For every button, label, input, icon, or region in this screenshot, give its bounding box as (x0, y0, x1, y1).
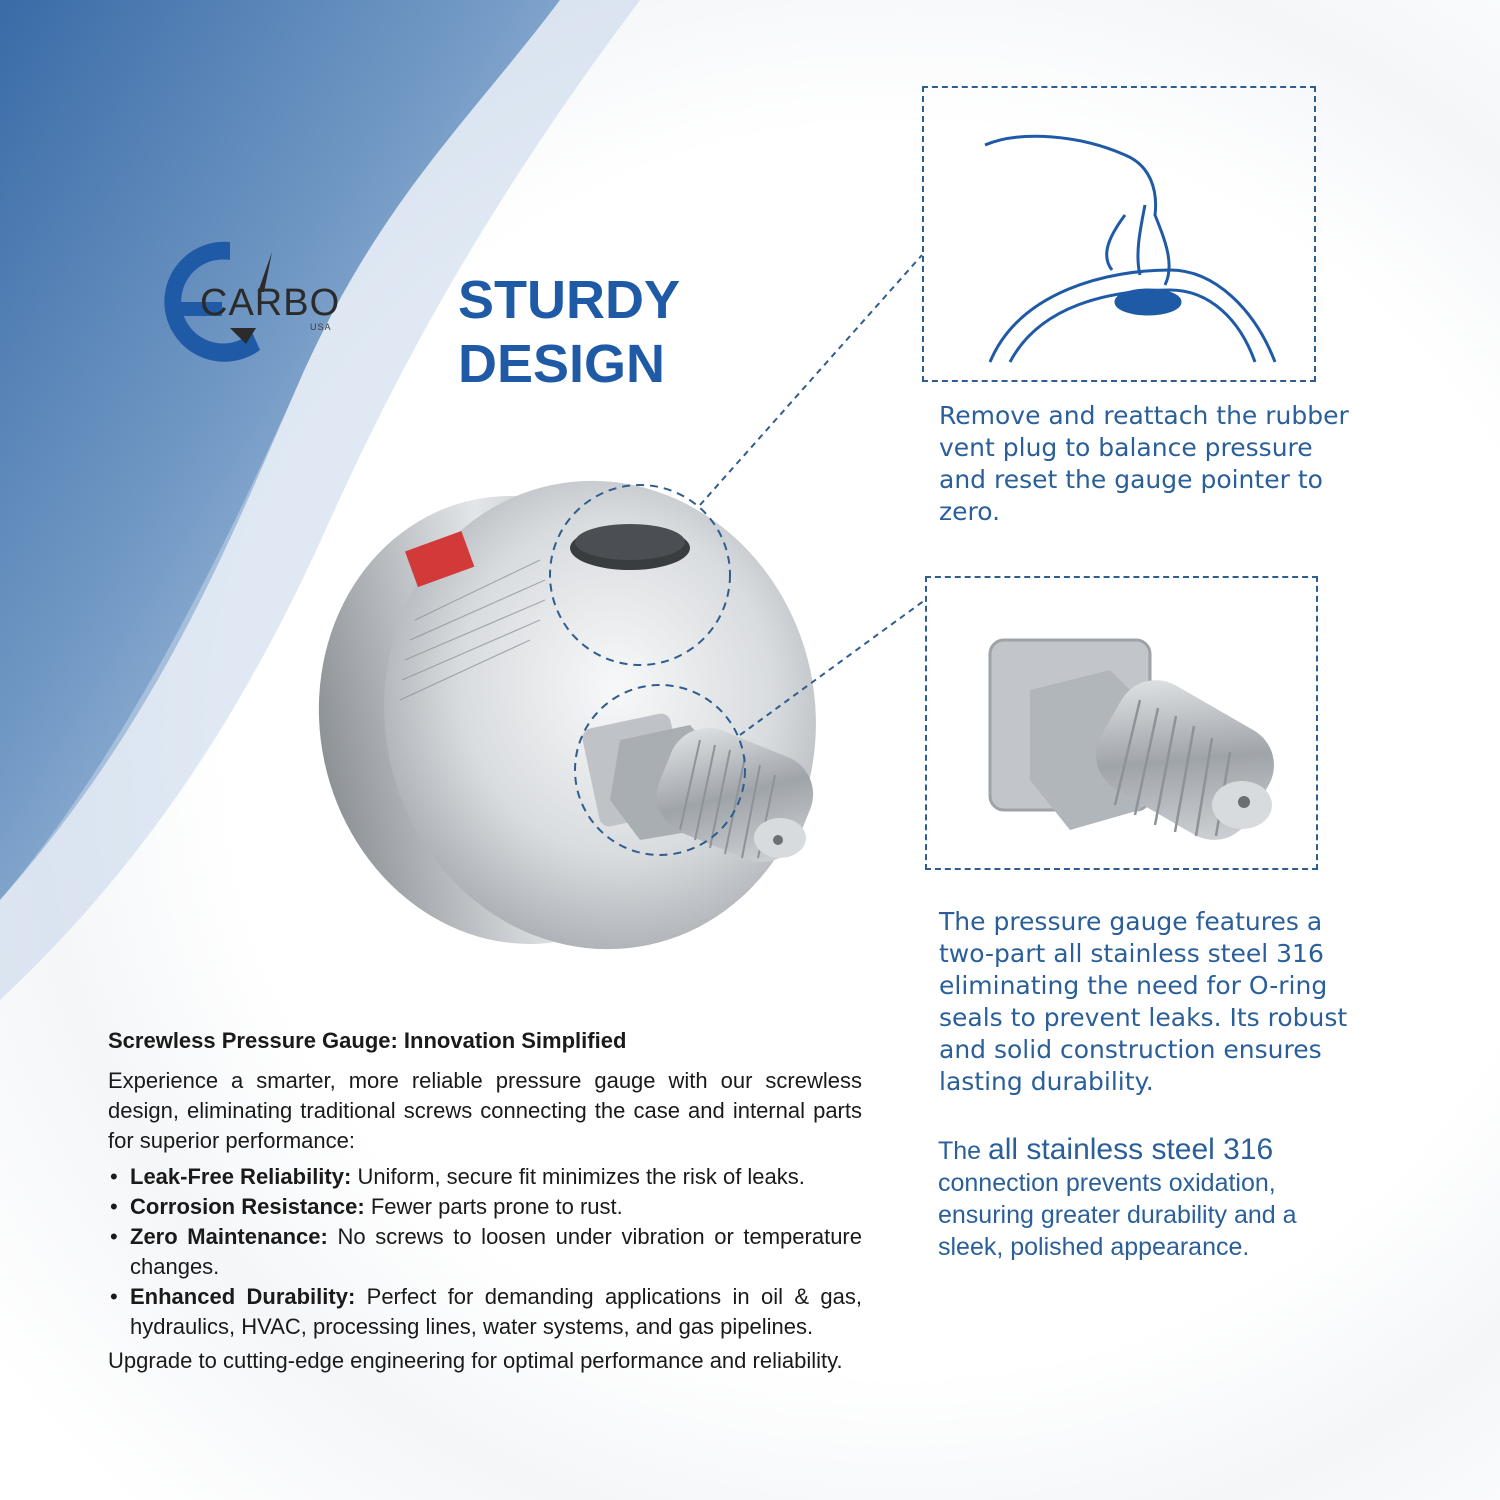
feature-text: Fewer parts prone to rust. (370, 1194, 623, 1219)
connection-caption (938, 1134, 1358, 1263)
gauge-case (278, 440, 860, 989)
feature-item (108, 1192, 862, 1222)
construction-caption: The pressure gauge features a two-part all stainless steel 316 eliminating the need for O-ring seals to prevent leaks. Its robust and solid construction ensures lasting durability. (939, 907, 1348, 1096)
feature-list (108, 1162, 862, 1342)
vent-plug-caption: Remove and reattach the rubber vent plug to balance pressure and reset the gauge pointer to zero. (939, 401, 1349, 526)
vent-plug-callout-box (922, 86, 1316, 382)
logo-subtext: USA (310, 322, 332, 332)
feature-label: Zero Maintenance: (130, 1224, 328, 1249)
feature-item (108, 1222, 862, 1282)
feature-text: Perfect for demanding applications in oil & gas, hydraulics, HVAC, processing lines, water systems, and gas pipelines. (130, 1284, 862, 1339)
description-intro: Experience a smarter, more reliable pressure gauge with our screwless design, eliminating traditional screws connecting the case and internal parts for superior performance: (108, 1068, 862, 1153)
feature-label: Enhanced Durability: (130, 1284, 356, 1309)
feature-item (108, 1282, 862, 1342)
description-title: Screwless Pressure Gauge: Innovation Simplified (108, 1028, 627, 1053)
connection-rest: connection prevents oxidation, ensuring greater durability and a sleek, polished appearance. (938, 1169, 1297, 1261)
feature-item (108, 1162, 862, 1192)
fitting-callout-box (925, 576, 1318, 870)
connection-emphasis: all stainless steel 316 (988, 1133, 1274, 1166)
feature-label: Leak-Free Reliability: (130, 1164, 352, 1189)
feature-text: Uniform, secure fit minimizes the risk of leaks. (357, 1164, 805, 1189)
headline-line-1: STURDY (458, 270, 681, 330)
feature-label: Corrosion Resistance: (130, 1194, 365, 1219)
description-block (108, 1028, 862, 1376)
description-outro: Upgrade to cutting-edge engineering for optimal performance and reliability. (108, 1348, 843, 1373)
connection-lead: The (938, 1137, 982, 1165)
logo-wordmark: CARBO (200, 282, 341, 324)
feature-text: No screws to loosen under vibration or temperature changes. (130, 1224, 862, 1279)
vent-connector-line (700, 255, 922, 505)
headline-line-2: DESIGN (458, 334, 666, 394)
